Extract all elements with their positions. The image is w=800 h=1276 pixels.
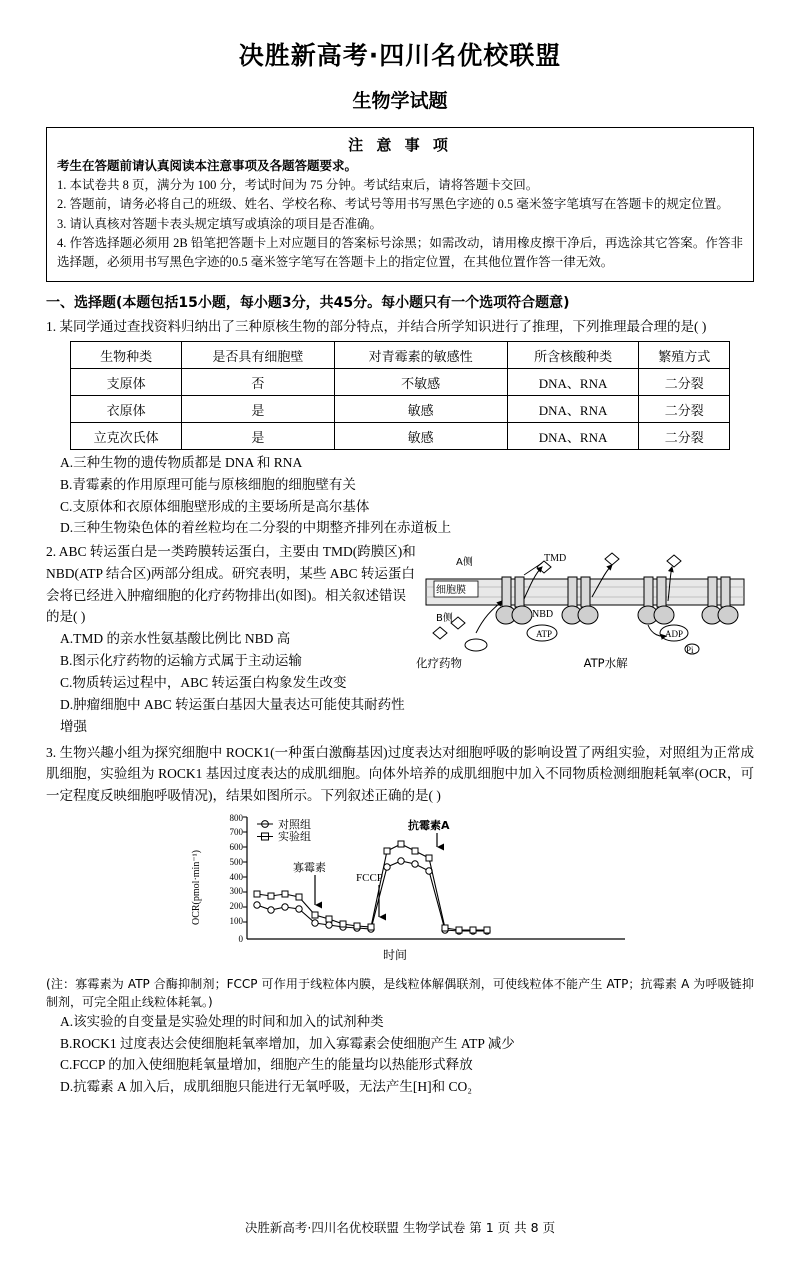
pi-label: Pi <box>686 644 694 655</box>
table-row <box>71 396 730 423</box>
table-cell: 二分裂 <box>639 396 730 423</box>
table-cell: 是 <box>182 396 334 423</box>
question-2-option-b: B.图示化疗药物的运输方式属于主动运输 <box>60 653 302 669</box>
question-2-option-c: C.物质转运过程中，ABC 转运蛋白构象发生改变 <box>60 675 347 691</box>
table-cell: 敏感 <box>334 423 507 450</box>
table-header-cell: 所含核酸种类 <box>507 342 639 369</box>
question-1-option-d: D.三种生物染色体的着丝粒均在二分裂的中期整齐排列在赤道板上 <box>60 520 452 536</box>
adp-label: ADP <box>665 628 684 639</box>
svg-text:0: 0 <box>238 934 243 945</box>
table-cell: DNA、RNA <box>507 423 639 450</box>
page-subtitle: 生物学试题 <box>352 90 448 112</box>
legend-experiment: 实验组 <box>278 830 311 844</box>
section-heading: 一、选择题(本题包括15小题，每小题3分，共45分。每小题只有一个选项符合题意) <box>46 294 570 311</box>
table-header-row <box>71 342 730 369</box>
svg-text:600: 600 <box>229 842 243 853</box>
notice-item: 1. 本试卷共 8 页，满分为 100 分，考试时间为 75 分钟。考试结束后，请将答题卡交回。 <box>57 177 539 192</box>
side-a-label: A侧 <box>456 556 473 568</box>
question-1-stem: 1. 某同学通过查找资料归纳出了三种原核生物的部分特点，并结合所学知识进行了推理，下列推理最合理的是( ) <box>46 318 707 334</box>
table-cell: DNA、RNA <box>507 396 639 423</box>
table-cell: 二分裂 <box>639 369 730 396</box>
notice-heading: 注 意 事 项 <box>348 136 452 154</box>
table-cell: 是 <box>182 423 334 450</box>
nbd-label: NBD <box>532 608 554 620</box>
table-row <box>71 369 730 396</box>
table-header-cell: 生物种类 <box>71 342 182 369</box>
question-1-option-c: C.支原体和衣原体细胞壁形成的主要场所是高尔基体 <box>60 498 370 514</box>
table-cell: 二分裂 <box>639 423 730 450</box>
table-cell: 衣原体 <box>71 396 182 423</box>
table-header-cell: 是否具有细胞壁 <box>182 342 334 369</box>
question-1-table <box>70 341 730 450</box>
svg-text:300: 300 <box>229 886 243 897</box>
question-3-option-a: A.该实验的自变量是实验处理的时间和加入的试剂种类 <box>60 1014 384 1030</box>
y-axis-label: OCR(pmol·min⁻¹) <box>191 850 202 926</box>
svg-text:500: 500 <box>229 857 243 868</box>
svg-text:800: 800 <box>229 813 243 824</box>
atp-label: ATP <box>536 628 553 639</box>
table-cell: 支原体 <box>71 369 182 396</box>
notice-item: 4. 作答选择题必须用 2B 铅笔把答题卡上对应题目的答案标号涂黑；如需改动，请用橡皮擦干净后，再选涂其它答案。作答非选择题，必须用书写黑色字迹的0.5 毫米签字笔写在答题卡上的指定位置，在其他位置作答一律无效。 <box>57 235 743 270</box>
annotation-oligomycin: 寡霉素 <box>293 861 326 875</box>
atp-hydrolysis-label: ATP水解 <box>583 655 628 670</box>
membrane-label: 细胞膜 <box>436 584 466 596</box>
notice-item: 2. 答题前，请务必将自己的班级、姓名、学校名称、考试号等用书写黑色字迹的 0.5 毫米签字笔填写在答题卡的规定位置。 <box>57 197 729 212</box>
exam-page <box>0 36 800 1276</box>
question-2-option-a: A.TMD 的亲水性氨基酸比例比 NBD 高 <box>60 631 291 647</box>
question-2-stem: 2. ABC 转运蛋白是一类跨膜转运蛋白，主要由 TMD(跨膜区)和 NBD(ATP 结合区)两部分组成。研究表明，某些 ABC 转运蛋白会将已经进入肿瘤细胞的化疗药物排出(如图)。相关叙述错误的是( ) <box>46 543 416 625</box>
annotation-fccp: FCCP <box>356 872 383 885</box>
svg-text:200: 200 <box>229 901 243 912</box>
table-header-cell: 繁殖方式 <box>639 342 730 369</box>
ocr-line-chart <box>165 809 635 969</box>
x-axis-label: 时间 <box>382 948 408 963</box>
drug-label: 化疗药物 <box>416 655 462 670</box>
question-3-chart <box>165 809 635 969</box>
question-3-stem: 3. 生物兴趣小组为探究细胞中 ROCK1(一种蛋白激酶基因)过度表达对细胞呼吸的影响设置了两组实验，对照组为正常成肌细胞，实验组为 ROCK1 基因过度表达的成肌细胞。向体外培养的成肌细胞中加入不同物质检测细胞耗氧率(OCR，可一定程度反映细胞呼吸情况)，结果如图所示。下列叙述正确的是( ) <box>46 744 754 804</box>
table-row <box>71 423 730 450</box>
figure-caption-row <box>416 655 754 671</box>
tmd-label: TMD <box>544 552 567 564</box>
table-cell: DNA、RNA <box>507 369 639 396</box>
svg-text:700: 700 <box>229 827 243 838</box>
question-3-option-c: C.FCCP 的加入使细胞耗氧量增加，细胞产生的能量均以热能形式释放 <box>60 1057 473 1073</box>
question-2-text <box>46 541 416 738</box>
legend-control: 对照组 <box>278 818 311 832</box>
question-1-option-a: A.三种生物的遗传物质都是 DNA 和 RNA <box>60 455 303 471</box>
question-3-option-b: B.ROCK1 过度表达会使细胞耗氧率增加，加入寡霉素会使细胞产生 ATP 减少 <box>60 1035 515 1051</box>
notice-item: 3. 请认真核对答题卡表头规定填写或填涂的项目是否准确。 <box>57 216 383 231</box>
svg-text:400: 400 <box>229 872 243 883</box>
abc-transporter-diagram <box>416 541 746 671</box>
table-cell: 立克次氏体 <box>71 423 182 450</box>
side-b-label: B侧 <box>436 612 453 624</box>
question-3-option-d: D.抗霉素 A 加入后，成肌细胞只能进行无氧呼吸，无法产生[H]和 CO₂ <box>60 1078 472 1094</box>
page-footer: 决胜新高考·四川名优校联盟 生物学试卷 第 1 页 共 8 页 <box>244 1220 556 1235</box>
page-title: 决胜新高考·四川名优校联盟 <box>238 41 562 70</box>
table-cell: 敏感 <box>334 396 507 423</box>
notice-lead: 考生在答题前请认真阅读本注意事项及各题答题要求。 <box>57 158 358 173</box>
table-header-cell: 对青霉素的敏感性 <box>334 342 507 369</box>
annotation-antimycin: 抗霉素A <box>408 819 450 833</box>
question-2 <box>46 541 754 738</box>
question-2-option-d: D.肿瘤细胞中 ABC 转运蛋白基因大量表达可能使其耐药性增强 <box>60 696 405 734</box>
question-1-option-b: B.青霉素的作用原理可能与原核细胞的细胞壁有关 <box>60 477 356 493</box>
question-2-figure <box>416 541 754 738</box>
question-3-note: (注：寡霉素为 ATP 合酶抑制剂；FCCP 可作用于线粒体内膜，是线粒体解偶联剂，可使线粒体不能产生 ATP；抗霉素 A 为呼吸链抑制剂，可完全阻止线粒体耗氧。) <box>46 977 754 1010</box>
table-cell: 不敏感 <box>334 369 507 396</box>
svg-text:100: 100 <box>229 916 243 927</box>
table-cell: 否 <box>182 369 334 396</box>
notice-box <box>46 127 754 282</box>
chart-legend <box>257 817 311 843</box>
